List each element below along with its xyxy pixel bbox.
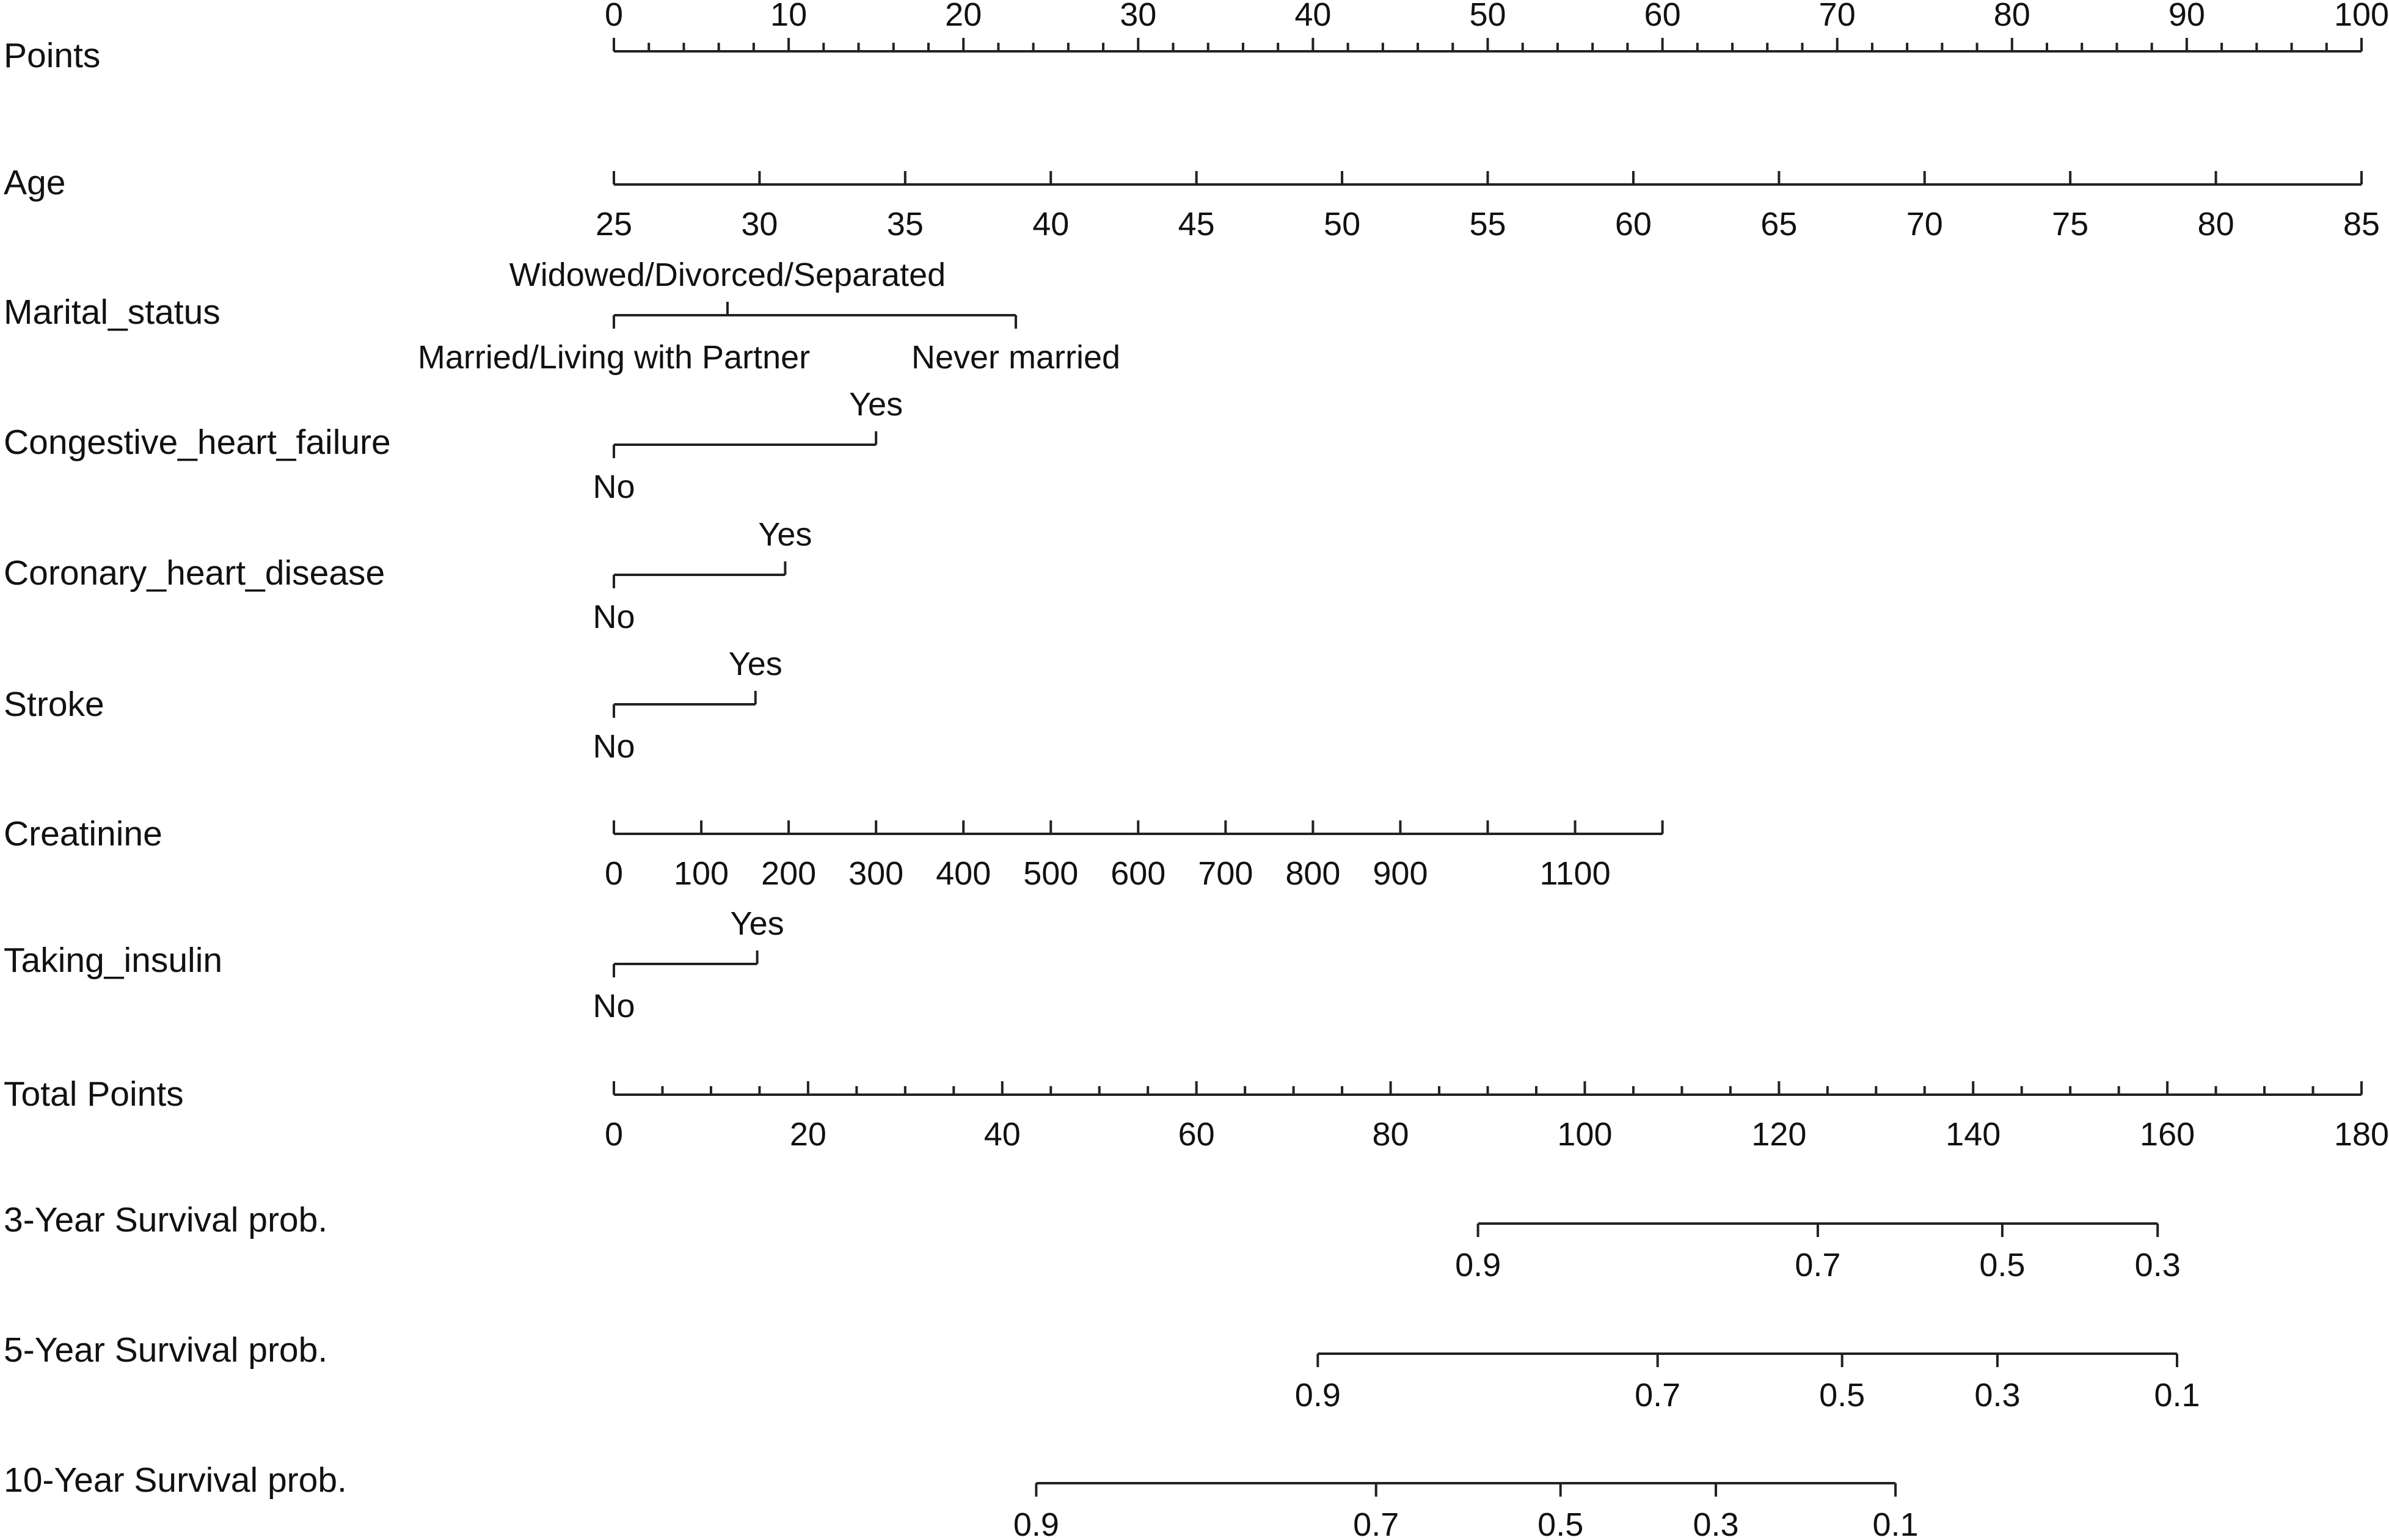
row-label-age: Age xyxy=(4,163,66,202)
total_points-tick-label: 60 xyxy=(1178,1116,1215,1153)
survival_5yr-tick-label: 0.7 xyxy=(1635,1377,1681,1414)
survival_10yr-tick-label: 0.7 xyxy=(1353,1506,1399,1540)
points-tick-label: 60 xyxy=(1644,0,1681,33)
points-tick-label: 0 xyxy=(604,0,624,33)
creatinine-tick-label: 0 xyxy=(604,855,624,892)
row-label-stroke: Stroke xyxy=(4,685,104,724)
row-label-taking_insulin: Taking_insulin xyxy=(4,941,223,980)
survival_3yr-tick-label: 0.9 xyxy=(1455,1247,1501,1283)
survival_5yr-tick-label: 0.3 xyxy=(1974,1377,2021,1414)
age-tick-label: 85 xyxy=(2343,206,2380,243)
creatinine-tick-label: 700 xyxy=(1198,855,1253,892)
creatinine-tick-label: 600 xyxy=(1111,855,1166,892)
stroke-level-label: Yes xyxy=(728,646,782,682)
creatinine-tick-label: 900 xyxy=(1373,855,1428,892)
age-tick-label: 70 xyxy=(1906,206,1943,243)
creatinine-tick-label: 400 xyxy=(936,855,991,892)
row-label-coronary_heart_disease: Coronary_heart_disease xyxy=(4,553,385,593)
points-tick-label: 100 xyxy=(2333,0,2389,33)
age-tick-label: 25 xyxy=(595,206,633,243)
taking_insulin-level-label: Yes xyxy=(730,905,784,942)
row-label-marital_status: Marital_status xyxy=(4,293,221,332)
age-tick-label: 55 xyxy=(1469,206,1506,243)
coronary_heart_disease-level-label: Yes xyxy=(758,516,812,553)
total_points-tick-label: 140 xyxy=(1946,1116,2001,1153)
age-tick-label: 30 xyxy=(741,206,778,243)
age-tick-label: 75 xyxy=(2052,206,2089,243)
creatinine-tick-label: 800 xyxy=(1285,855,1341,892)
survival_5yr-tick-label: 0.9 xyxy=(1294,1377,1341,1414)
survival_5yr-tick-label: 0.5 xyxy=(1819,1377,1866,1414)
age-tick-label: 35 xyxy=(886,206,924,243)
creatinine-tick-label: 500 xyxy=(1023,855,1079,892)
creatinine-tick-label: 200 xyxy=(761,855,817,892)
marital_status-level-label: Widowed/Divorced/Separated xyxy=(509,257,946,293)
points-tick-label: 90 xyxy=(2168,0,2205,33)
total_points-tick-label: 160 xyxy=(2140,1116,2195,1153)
points-tick-label: 30 xyxy=(1120,0,1157,33)
total_points-tick-label: 100 xyxy=(1557,1116,1613,1153)
age-tick-label: 65 xyxy=(1760,206,1798,243)
total_points-tick-label: 40 xyxy=(983,1116,1021,1153)
survival_3yr-tick-label: 0.3 xyxy=(2134,1247,2181,1283)
row-label-total_points: Total Points xyxy=(4,1075,184,1114)
total_points-tick-label: 180 xyxy=(2333,1116,2389,1153)
stroke-level-label: No xyxy=(593,728,635,765)
points-tick-label: 20 xyxy=(945,0,982,33)
survival_10yr-tick-label: 0.3 xyxy=(1693,1506,1739,1540)
total_points-tick-label: 20 xyxy=(789,1116,826,1153)
age-tick-label: 60 xyxy=(1614,206,1652,243)
total_points-tick-label: 0 xyxy=(604,1116,624,1153)
coronary_heart_disease-level-label: No xyxy=(593,599,635,635)
age-tick-label: 50 xyxy=(1324,206,1361,243)
marital_status-level-label: Married/Living with Partner xyxy=(417,339,811,376)
congestive_heart_failure-level-label: Yes xyxy=(849,386,903,423)
row-label-survival_5yr: 5-Year Survival prob. xyxy=(4,1330,328,1370)
creatinine-tick-label: 100 xyxy=(673,855,729,892)
row-label-points: Points xyxy=(4,36,101,75)
survival_3yr-tick-label: 0.7 xyxy=(1795,1247,1841,1283)
age-tick-label: 45 xyxy=(1178,206,1215,243)
age-tick-label: 40 xyxy=(1032,206,1070,243)
taking_insulin-level-label: No xyxy=(593,988,635,1024)
total_points-tick-label: 80 xyxy=(1372,1116,1409,1153)
total_points-tick-label: 120 xyxy=(1751,1116,1807,1153)
creatinine-tick-label: 1100 xyxy=(1539,855,1611,892)
row-label-congestive_heart_failure: Congestive_heart_failure xyxy=(4,423,391,462)
points-tick-label: 70 xyxy=(1818,0,1856,33)
survival_5yr-tick-label: 0.1 xyxy=(2154,1377,2200,1414)
survival_10yr-tick-label: 0.9 xyxy=(1013,1506,1059,1540)
age-tick-label: 80 xyxy=(2197,206,2234,243)
points-tick-label: 50 xyxy=(1469,0,1506,33)
row-label-survival_3yr: 3-Year Survival prob. xyxy=(4,1200,328,1239)
points-tick-label: 40 xyxy=(1294,0,1332,33)
congestive_heart_failure-level-label: No xyxy=(593,469,635,505)
points-tick-label: 80 xyxy=(1993,0,2030,33)
row-label-survival_10yr: 10-Year Survival prob. xyxy=(4,1461,347,1500)
creatinine-tick-label: 300 xyxy=(848,855,904,892)
survival_10yr-tick-label: 0.1 xyxy=(1872,1506,1919,1540)
row-label-creatinine: Creatinine xyxy=(4,814,162,853)
survival_10yr-tick-label: 0.5 xyxy=(1537,1506,1584,1540)
marital_status-level-label: Never married xyxy=(911,339,1121,376)
points-tick-label: 10 xyxy=(770,0,808,33)
survival_3yr-tick-label: 0.5 xyxy=(1979,1247,2026,1283)
